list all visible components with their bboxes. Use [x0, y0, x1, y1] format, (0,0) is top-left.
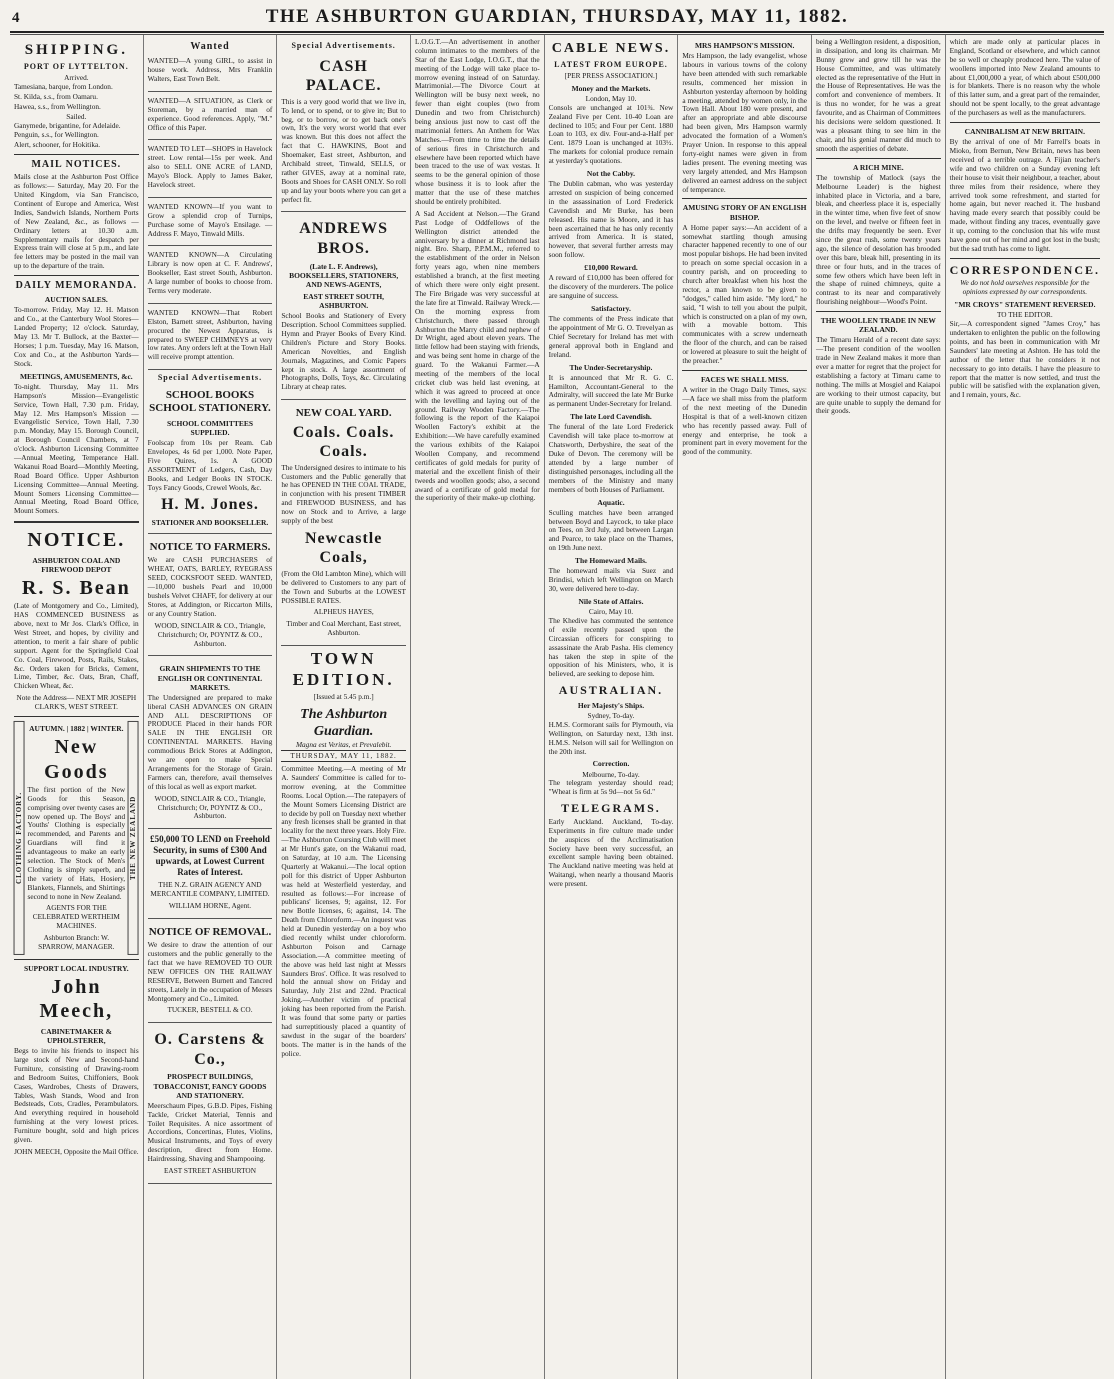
school-books-ad [148, 385, 273, 534]
nile-dateline: Cairo, May 10. [588, 607, 634, 617]
andrews-subheading: (Late L. F. Andrews), BOOKSELLERS, STATIONERS, AND NEWS-AGENTS, [289, 261, 399, 289]
town-edition-heading: TOWN EDITION. [292, 649, 395, 689]
loan-agent: WILLIAM HORNE, Agent. [168, 900, 252, 910]
farmers-text: We are CASH PURCHASERS of WHEAT, OATS, BARLEY, RYEGRASS SEED, COCKSFOOT SEED. WANTED,—10,000 bushels Pearl and 10,000 bushels Velvet CHAFF, for delivery at our Stores, at Addington, or Riccarton Mills, or any Country Station. [147, 555, 273, 618]
coal-depot-text: (Late of Montgomery and Co., Limited), HAS COMMENCED BUSINESS as above, next to Mr Jos. Clark's Office, in West Street, and hopes, by civility and attention, to merit a fair share of public support. Agent for the Springfield Coal Co. Coal, Firewood, Posts, Rails, Stakes, &c. Orders taken for Bricks, Cement, Lime, Timber, &c. Oats, Bran, Chaff, Chicken Wheat, &c. [14, 601, 139, 691]
wanted-text: WANTED KNOWN—That Robert Elston, Barnett street, Ashburton, having procured the Newest Apparatus, is prepared to SWEEP CHIMNEYS at very low rates. Any orders left at the Town Hall will receive prompt attention. [147, 307, 273, 362]
wertheim-line: AGENTS FOR THE CELEBRATED WERTHEIM MACHINES. [32, 903, 120, 931]
farmers-signature: WOOD, SINCLAIR & CO., Triangle, Christchurch; Or, POYNTZ & CO., Ashburton. [154, 620, 266, 648]
andrews-text: School Books and Stationery of Every Description. School Committees supplied. Hymn and Prayer Books of Every Kind. Children's Picture and Story Books. American Novelties, and English Journals, Magazines, and Comic Papers kept in stock. A large assortment of Photographs, Dolls, Toys, &c. Circulating Library at cheap rates. [281, 311, 406, 392]
andrews-address: EAST STREET SOUTH, ASHBURTON. [303, 291, 385, 311]
coal-depot-owner: R. S. Bean [21, 576, 131, 599]
coal-yard-text: The Undersigned desires to intimate to his Customers and the Public generally that he has OPENED IN THE COAL TRADE, in conjunction with his present TIMBER and FIREWOOD BUSINESS, and has now on Stock and to Arrive, a large supply of the best [281, 462, 406, 525]
divider [14, 521, 139, 523]
mail-notices-heading: MAIL NOTICES. [31, 159, 122, 171]
coal-yard-ad [281, 403, 406, 646]
farmers-ad [148, 537, 273, 656]
wanted-text: WANTED TO LET—SHOPS in Havelock street. Low rental—15s per week. And also to SELL ONE ACRE of LAND, Mayo's Block. Apply to James Baker, Havelock street. [147, 144, 273, 189]
wanted-heading: Wanted [190, 41, 230, 52]
divider [950, 258, 1100, 259]
column-5 [545, 35, 679, 1379]
latest-europe-heading: LATEST FROM EUROPE. [554, 60, 668, 70]
grain-text: The Undersigned are prepared to make liberal CASH ADVANCES ON GRAIN AND ALL DESCRIPTIONS OF PRODUCE Placed in their hands FOR SALE IN THE ENGLISH OR CONTINENTAL MARKETS. Having commodious Brick Stores at Addington, we are open to make Special Arrangements for the Storage of Grain. Farmers can, therefore, avail themselves of this local as well as export market. [147, 692, 273, 791]
andrews-ad [281, 215, 406, 400]
support-heading: SUPPORT LOCAL INDUSTRY. [23, 963, 129, 973]
column-1 [10, 35, 144, 1379]
mail-notices-text: Mails close at the Ashburton Post Office as follows:— Saturday, May 20. For the United Kingdom, via San Francisco, Continent of Europe and America, West Indies, Sandwich Islands, Northern Ports of New Zealand, &c., as follows — Ordinary letters at 10.30 a.m. Supplementary mails for despatch per Express train will close at 5 p.m., and late fee letters may be posted in the mail van up to the departure of the train. [14, 172, 139, 271]
meech-trade: CABINETMAKER & UPHOLSTERER, [40, 1026, 112, 1045]
divider [14, 716, 139, 717]
carstens-name: O. Carstens & Co., [154, 1031, 266, 1068]
loan-company: THE N.Z. GRAIN AGENCY AND MERCANTILE COMPANY, LIMITED. [150, 880, 270, 899]
branch-line: Ashburton Branch: W. SPARROW, MANAGER. [38, 933, 115, 952]
andrews-heading: ANDREWS BROS. [299, 220, 389, 257]
australian-heading: AUSTRALIAN. [558, 683, 664, 698]
special-ads-heading: Special Advertisements. [291, 41, 396, 50]
column-3 [277, 35, 411, 1379]
grain-heading: GRAIN SHIPMENTS TO THE ENGLISH OR CONTINENTAL MARKETS. [157, 664, 263, 692]
satisfactory-heading: Satisfactory. [591, 303, 631, 313]
arrived-line: Hawea, s.s., from Wellington. [14, 101, 101, 111]
divider [816, 311, 941, 312]
column-8 [946, 35, 1104, 1379]
special-ads-heading: Special Advertisements. [157, 373, 263, 383]
local-news-text: Committee Meeting.—A meeting of Mr A. Saunders' Committee is called for to-morrow evening, at the Committee Rooms. Local Option.—The ratepayers of the Mount Somers Licensing District are to decide by poll on Tuesday next whether any fresh licenses shall be granted in that locality for the next three years. Holy Fire.—The Ashburton Coursing Club will meet at Mr Hunt's gate, on the Wakanui road, on Saturday, at 10 a.m. The Licensing Quarterly at Wakanui.—The local option poll for this district of Upper Ashburton was held at Westerfield yesterday, and resulted as follows:—For increase of publicans' licenses, 9; against, 12. For new Bottle licenses, 6; against, 14. The Death from Chloroform.—An inquest was held at Dunedin yesterday on a boy who died recently whilst under chloroform. Ashburton Poison and Carnage Association.—A committee meeting of the above was held last night at Messrs Saunders Bros'. Office. It was resolved to hold the annual show on Friday and Saturday, July 21st and 22nd. Practical Joking.—Another victim of practical joking has been reported from the Parish. It was found that some party or parties had surreptitiously placed a quantity of sawdust in the sugar of the boarders' boots. The matter is in the hands of the police. [281, 764, 406, 1058]
school-supplied: SCHOOL COMMITTEES SUPPLIED. [166, 418, 254, 437]
removal-text: We desire to draw the attention of our customers and the public generally to the fact that we have REMOVED TO OUR NEW OFFICES ON THE RAILWAY RESERVE, Between Burnett and Tancred streets, Lately in the occupation of Messrs Montgomery and Co., Limited. [147, 940, 273, 1003]
cabby-text: The Dublin cabman, who was yesterday arrested on suspicion of being concerned in the assassination of Lord Frederick Cavendish and Mr Burke, has been released. His name is Moore, and it has been ascertained that he has only recently arrived from America. It is stated, however, that several further arrests may soon follow. [548, 179, 674, 260]
new-goods-text: The first portion of the New Goods for this Season, comprising over twenty cases are now opened up. The Boys' and Youths' Clothing is especially recommended, and Parents and Guardians will find it advantageous to make an early selection. The Stock of Men's Clothing is simply superb, and the variety of Hats, Hosiery, Blankets, Flannels, and Shirtings second to none in New Zealand. [27, 784, 126, 901]
bishop-text: A Home paper says:—An accident of a somewhat startling though amusing character happened recently to one of our most popular bishops. He had been invited to preach on some special occasion in a country parish, and on proceeding to church after breakfast when his host the rector, a man known to be given to "dodges," called him aside. "My lord," he said, "I wish to tell you about the pulpit, which is constructed on a plan of my own, with a movable bottom. This communicates with a screw underneath the floor of the church, and can be raised or lowered at pleasure to suit the height of the preacher." [682, 222, 807, 366]
ships-text: H.M.S. Cormorant sails for Plymouth, via Wellington, on Saturday next, 13th inst. H.M.S. Nelson will sail for Wellington on the 20th inst. [548, 719, 674, 756]
column-6 [678, 35, 812, 1379]
mission-heading: MRS HAMPSON'S MISSION. [694, 41, 795, 50]
carstens-trade: PROSPECT BUILDINGS, TOBACCONIST, FANCY GOODS AND STATIONERY. [153, 1072, 267, 1100]
coal-yard-heading: NEW COAL YARD. [295, 407, 392, 420]
faces-text: A writer in the Otago Daily Times, says:—A face we shall miss from the platform of the next meeting of the Dunedin Hospital is that of a well-known citizen who has recently passed away. Full of energy and enterprise, he took a prominent part in every movement for the good of the community. [682, 385, 807, 457]
under-secretary-text: It is announced that Mr R. G. C. Hamilton, Accountant-General to the Admiralty, will succeed the late Mr Burke as permanent Under-Secretary for Ireland. [548, 372, 674, 409]
wanted-ad [148, 249, 273, 303]
divider [950, 122, 1100, 123]
money-dateline: London, May 10. [585, 93, 637, 103]
divider [682, 370, 807, 371]
hayes-name: ALPHEUS HAYES, [313, 607, 374, 617]
aquatic-heading: Aquatic. [597, 497, 625, 507]
meetings-heading: MEETINGS, AMUSEMENTS, &c. [19, 371, 133, 381]
rich-mine-heading: A RICH MINE. [852, 162, 904, 172]
jones-name: H. M. Jones. [161, 496, 259, 514]
correction-text: The telegram yesterday should read; "Wheat is firm at 5s 9d—not 5s 6d." [548, 778, 674, 797]
paper-title: The Ashburton Guardian. [300, 706, 388, 739]
columns [10, 34, 1104, 1379]
meech-name: John Meech, [39, 976, 114, 1023]
newcastle-heading: Newcastle Coals, [304, 529, 383, 567]
reward-heading: £10,000 Reward. [584, 263, 638, 273]
wanted-text: WANTED—A SITUATION, as Clerk or Storeman, by a married man of experience. Good references. Apply, "M." Office of this Paper. [147, 95, 273, 132]
sailed-label: Sailed. [66, 111, 87, 121]
loan-ad [148, 832, 273, 919]
local-news-text: A Sad Accident at Nelson.—The Grand Past Lodge of Oddfellows of the Wellington district attended the anniversary by a dinner at Richmond last night. Bro. Sharp, P.P.M.M., referred to the establishment of the order in Nelson forty years ago, when nine members established a branch, at the first meeting of which there were only eight present. The Fire Brigade was very successful at the late fire at Tinwald. Railway Wreck.—On the morning express from Christchurch, there passed through Ashburton the Marry child and nephew of Dr Wright, aged about eleven years. The little fellow had been staying with friends, and was being sent home in charge of the guard. To the Wakanui Farmer.—A meeting of the members of the local cricket club was held last evening, at which it was agreed to proceed at once with the levelling and laying out of the ground. Railway Wooden Factory.—The following is the report of the Kaiapoi Woollen Factory's exhibit at the Exhibition:—We have carefully examined the various exhibits of the Kaiapoi Woollen Company, and recommend certificates of gold medals for purity of material and the excellent finish of their tweeds and woollen goods; also, a second award of a certificate of gold medal for the superiority of their make-up clothing. [414, 208, 540, 503]
divider [682, 198, 807, 199]
farmers-heading: NOTICE TO FARMERS. [149, 541, 271, 554]
column-7 [812, 35, 946, 1379]
coals-heading: Coals. Coals. Coals. [292, 423, 395, 461]
hayes-trade: Timber and Coal Merchant, East street, Ashburton. [286, 619, 401, 638]
woollen-heading: THE WOOLLEN TRADE IN NEW ZEALAND. [820, 316, 936, 335]
clothing-ad-body [28, 721, 126, 955]
motto: Magna est Veritas, et Prevalebit. [295, 739, 392, 749]
nile-text: The Khedive has commuted the sentence of exile recently passed upon the Circassian officers for conspiring to assassinate the Arab Pasha. His clemency has taken the step in spite of the opposition of his Ministers, who, it is believed, are seeking to depose him. [548, 615, 674, 679]
auction-heading: AUCTION SALES. [44, 295, 108, 305]
coal-depot-heading: ASHBURTON COAL AND FIREWOOD DEPOT [32, 555, 121, 574]
cannibalism-heading: CANNIBALISM AT NEW BRITAIN. [964, 127, 1085, 137]
school-books-heading: SCHOOL BOOKS SCHOOL STATIONERY. [149, 388, 271, 415]
correspondence-heading: CORRESPONDENCE. [949, 262, 1100, 277]
clothing-factory-ad [14, 721, 139, 955]
ships-heading: Her Majesty's Ships. [577, 700, 645, 710]
wanted-text: WANTED—A young GIRL, to assist in house work. Address, Mrs Franklin Walters, East Town Belt. [147, 56, 273, 83]
meech-signature: JOHN MEECH, Opposite the Mail Office. [14, 1146, 139, 1156]
nile-heading: Nile State of Affairs. [578, 596, 644, 606]
aquatic-text: Sculling matches have been arranged between Boyd and Laycock, to take place on Tees, on 3rd July, and between Largan and Pearce, to take place on the Thames, on 19th June next. [548, 507, 674, 553]
ships-dateline: Sydney, To-day. [587, 710, 635, 720]
satisfactory-text: The comments of the Press indicate that the appointment of Mr G. O. Trevelyan as Chief Secretary for Ireland has met with general approval both in England and Ireland. [548, 314, 674, 359]
cannibalism-text: By the arrival of one of Mr Farrell's boats in Mioko, from Bernun, New Britain, news has been received of a terrible outrage. A Fijian teacher's wife and two children on a Sunday evening left their house to visit their neighbour, a teacher, about three miles from their residence, where they arrived took some refreshment, and started for home again, but never reached it. The husband having made every search that possibly could be made, without finding any traces, eventually gave it up, coming to the conclusion that his wife must have gone out of her mind and got lost in the bush; but the sad truth has come to light. [949, 137, 1100, 253]
correspondence-note: We do not hold ourselves responsible for the opinions expressed by our correspondents. [960, 278, 1090, 297]
correction-dateline: Melbourne, To-day. [582, 769, 640, 779]
divider [14, 154, 139, 155]
money-text: Consols are unchanged at 101¾. New Zealand Five per Cent. 10-40 Loan are declined to 105; and Four per Cent. 1880 Loan to 103, ex div. Four-and-a-Half per Cent. 1879 Loan is unchanged at 103½. The markets for colonial produce remain at yesterday's quotations. [548, 102, 674, 166]
arrived-line: Tamesiana, barque, from London. [14, 81, 113, 91]
faces-heading: FACES WE SHALL MISS. [701, 374, 789, 384]
wanted-ad [148, 307, 273, 370]
column-2 [144, 35, 278, 1379]
article-text: being a Wellington resident, a disposition, in dissipation, and long its chairman. Mr Bunny grew and grew till he was the House Committee, and was ultimately elected as the representative of the Hutt in the House of Representatives. He was the comfort and convenience of members. It is thus no wonder, for he was a great favourite, and as Chairman of Committees his decisions were seldom questioned. It was a pleasant thing to see him in the chair, and his genial manner did much to smooth the asperities of debate. [815, 37, 941, 153]
school-books-text: Foolscap from 10s per Ream. Cab Envelopes, 4s 6d per 1,000. Note Paper, Five Quires, 1s. A GOOD ASSORTMENT of Ledgers, Cash, Day Books, and Ledger Books IN STOCK. Toys Fancy Goods, Crewel Wools, &c. [147, 438, 273, 492]
wanted-ad [148, 143, 273, 197]
wanted-ad [148, 201, 273, 247]
cavendish-text: The funeral of the late Lord Frederick Cavendish will take place to-morrow at Chatsworth, Derbyshire, the seat of the Duke of Devon. The ceremony will be attended by a large number of distinguished personages, including all the members of the Ministry and many members of both Houses of Parliament. [548, 422, 674, 494]
meetings-text: To-night. Thursday, May 11. Mrs Hampson's Mission—Evangelistic Service, Town Hall, 7.30 p.m. Friday, May 12. Mrs Hampson's Mission — Evangelistic Service, Town Hall, 7.30 p.m. Monday, May 15. Borough Council, at Borough Council Chambers, at 7 o'clock. Ashburton Licensing Committee—Annual Meeting, Temperance Hall. Wakanui Road Board—Monthly Meeting, Road Board Office. Upper Ashburton Licensing Committee—Annual Meeting. Mount Somers Licensing Committee—Annual Meeting, Road Board Office, Mount Somers. [14, 381, 139, 516]
mails-text: The homeward mails via Suez and Brindisi, which left Wellington on March 30, were delivered here to-day. [548, 566, 674, 594]
under-secretary-heading: The Under-Secretaryship. [569, 362, 653, 372]
wanted-ad [148, 55, 273, 92]
removal-signature: TUCKER, BESTELL & CO. [167, 1005, 253, 1015]
mission-text: Mrs Hampson, the lady evangelist, whose labours in various towns of the colony have been attended with such remarkable results, commenced her mission in Ashburton yesterday afternoon by holding a meeting, attended by women only, in the Town Hall. About 180 were present, and after an appropriate and able discourse had been given, Mrs Hampson warmly advocated the formation of a Women's Prayer Union. In response to this appeal forty-eight names were given in from ladies present. The evening meeting was very largely attended, and Mrs Hampson delivered an earnest address on the subject of temperance. [682, 51, 807, 194]
sailed-line: Ganymede, brigantine, for Adelaide. [14, 120, 121, 130]
carstens-address: EAST STREET ASHBURTON [163, 1166, 256, 1176]
money-heading: Money and the Markets. [571, 83, 651, 93]
auction-text: To-morrow. Friday, May 12. H. Matson and Co., at the Canterbury Wool Stores—Landed Property; 12 o'clock. Saturday, May 13. Mr T. Bullock, at the Baxter—Horses; 1 p.m. Tuesday, May 16. Matson, Cox and Co., at the Ashburton Yards—Stock. [14, 305, 139, 368]
mails-heading: The Homeward Mails. [575, 556, 647, 566]
port-heading: PORT OF LYTTELTON. [23, 62, 129, 72]
removal-ad [148, 922, 273, 1024]
telegrams-heading: TELEGRAMS. [561, 801, 661, 816]
wanted-text: WANTED KNOWN—If you want to Grow a splendid crop of Turnips, Purchase some of Mayo's Ensilage. —Address F. Mayo, Tinwald Mills. [147, 201, 273, 238]
divider [816, 158, 941, 159]
divider [14, 275, 139, 276]
local-news-text: L.O.G.T.—An advertisement in another column intimates to the members of the Star of the East Lodge, I.O.G.T., that the meeting of the Lodge will take place to-morrow evening instead of on Saturday. Matrimonial.—The Divorce Court at Wellington will be busy next week, no fewer than eight couples (two from Dunedin and two from Christchurch) being anxious just now to cast off the matrimonial fetters. An Anthem for Wax Matches.—From time to time the details of serious fires in Christchurch and elsewhere have been reported which have been traced to the use of wax vestas. It seems to be the general opinion of those whose business it is to look after the matter that the use of these matches should be entirely prohibited. [414, 37, 540, 207]
woollen-text: The Timaru Herald of a recent date says:—The present condition of the woollen trade in New Zealand makes it more than ever a matter for regret that the project for establishing a factory at Timaru came to nothing. The mills at Mosgiel and Kaiapoi are working to their utmost capacity, but are quite unable to supply the demand for their goods. [815, 335, 941, 416]
agency-line: [PER PRESS ASSOCIATION.] [564, 70, 658, 80]
cavendish-heading: The late Lord Cavendish. [570, 412, 652, 422]
new-goods-heading: New Goods [44, 736, 109, 783]
page-number: 4 [12, 10, 20, 26]
reward-text: A reward of £10,000 has been offered for the discovery of the murderers. The police are sanguine of success. [548, 273, 674, 301]
grain-ad [148, 659, 273, 829]
carstens-ad [148, 1026, 273, 1184]
season-heading: AUTUMN. | 1882 | WINTER. [29, 723, 124, 733]
daily-memoranda-heading: DAILY MEMORANDA. [15, 280, 138, 292]
issued-time: [Issued at 5.45 p.m.] [313, 691, 374, 701]
arrived-line: St. Kilda, s.s., from Oamaru. [14, 91, 98, 101]
croy-text: Sir,—A correspondent signed "James Croy," has undertaken to enlighten the public on the following points, and has been in communication with Mr Saunders' late meeting at Ashton. He has told the author of the letter that he considers it not necessary to go into details. I have the pleasure to report that the matter is now settled, and trust the public will be satisfied with the explanation given, and I remain, yours, &c. [949, 319, 1100, 400]
masthead [10, 6, 1104, 33]
vertical-banner: THE NEW ZEALAND [128, 721, 139, 955]
newcastle-text: (From the Old Lambton Mine), which will be delivered to Customers to any part of the Town and Suburbs at the LOWEST POSSIBLE RATES. [281, 568, 406, 605]
wanted-text: WANTED KNOWN—A Circulating Library is now open at C. F. Andrews', Bookseller, East street South, Ashburton. A large number of books to choose from. Terms very moderate. [147, 250, 273, 295]
column-4 [411, 35, 545, 1379]
wanted-ad [148, 95, 273, 141]
correction-heading: Correction. [592, 759, 630, 769]
rich-mine-text: The township of Matlock (says the Melbourne Leader) is the highest inhabited place in Victoria, and a bare, bleak, and cheerless place it is, especially in the winter time, when five feet of snow on the level, and twelve or fifteen feet in the drifts may frequently be seen. Ever since the great rush, some twenty years ago, the silence of desolation has brooded over this bare, bleak hill, presenting in its three or four huts, and in the traces of some few others which have been left in the shape of ruined chimneys, quite a contrast to its near and comparatively flourishing neighbour—Wood's Point. [815, 172, 941, 307]
issue-date: THURSDAY, MAY 11, 1882. [281, 750, 406, 763]
cash-palace-ad [281, 53, 406, 213]
cabby-heading: Not the Cabby. [586, 168, 636, 178]
divider [14, 959, 139, 960]
newspaper-title: THE ASHBURTON GUARDIAN, THURSDAY, MAY 11, 1882. [265, 6, 849, 27]
cash-palace-heading: CASH PALACE. [305, 57, 382, 95]
arrived-label: Arrived. [64, 73, 89, 83]
coal-depot-address: Note the Address— NEXT MR JOSEPH CLARK'S, WEST STREET. [16, 693, 137, 712]
grain-signature: WOOD, SINCLAIR & CO., Triangle, Christchurch; Or, POYNTZ & CO., Ashburton. [154, 793, 266, 821]
sailed-line: Penguin, s.s., for Wellington. [14, 130, 99, 140]
vertical-banner: CLOTHING FACTORY. [14, 721, 25, 955]
jones-trade: STATIONER AND BOOKSELLER. [151, 517, 269, 527]
meech-text: Begs to invite his friends to inspect his large stock of New and Second-hand Furniture, consisting of Drawing-room and Bedroom Suites, Chiffoniers, Book Cases, Wardrobes, Chests of Drawers, Tables, Wash Stands, Wood and Iron Bedsteads, Cots, Cradles, Perambulators. And everything required in household furnishing at the very lowest prices. Furniture bought, sold and high prices given. [14, 1046, 139, 1145]
sailed-line: Alert, schooner, for Hokitika. [14, 140, 101, 150]
croy-to: TO THE EDITOR. [996, 310, 1053, 320]
loan-text: £50,000 TO LEND on Freehold Security, in sums of £300 And upwards, at Lowest Current Rates of Interest. [150, 834, 270, 878]
cable-news-heading: CABLE NEWS. [551, 41, 671, 56]
telegrams-text: Early Auckland. Auckland, To-day. Experiments in fire culture made under the auspices of the Acclimatisation Society have been very successful, an excellent sample having been obtained. The Auckland native meeting was held at Waitangi, when nearly a thousand Maoris were present. [548, 816, 674, 889]
cash-palace-text: This is a very good world that we live in, To lend, or to spend, or to give in; But to beg, or to borrow, or to get back one's own, It's the very worst world that ever was known. But this does not affect the fact that C. HAWKINS, Boot and Shoemaker, East street, Ashburton, and Archibald street, Tinwald, SELLS, or rather GIVES, away at a nominal rate, Boots and Shoes for CASH ONLY. So roll up and lay your boots where you can get a perfect fit. [281, 96, 406, 204]
shipping-heading: SHIPPING. [24, 42, 128, 58]
bishop-heading: AMUSING STORY OF AN ENGLISH BISHOP. [682, 203, 807, 222]
article-text: which are made only at particular places in England, Scotland or elsewhere, and which cannot be so well or cheaply produced here. The value of woollens imported into New Zealand amounts to about £1,000,000 a year, of which about £500,000 is for blankets. There is no reason why the whole of this latter sum, and a great part of the remainder, should not be spent locally, to the great advantage of the purchasers as well as the manufacturers. [949, 37, 1100, 118]
carstens-text: Meerschaum Pipes, G.B.D. Pipes, Fishing Tackle, Cricket Material, Tennis and Toilet Requisites. A nice assortment of Accordions, Concertinas, Flutes, Violins, Musical Instruments, and Toys of every description, direct from Home. Hairdressing, Shaving and Shampooing. [147, 1100, 273, 1164]
croy-heading: "MR CROYS" STATEMENT REVERSED. [954, 300, 1096, 310]
removal-heading: NOTICE OF REMOVAL. [148, 925, 272, 938]
notice-heading: NOTICE. [27, 529, 126, 552]
